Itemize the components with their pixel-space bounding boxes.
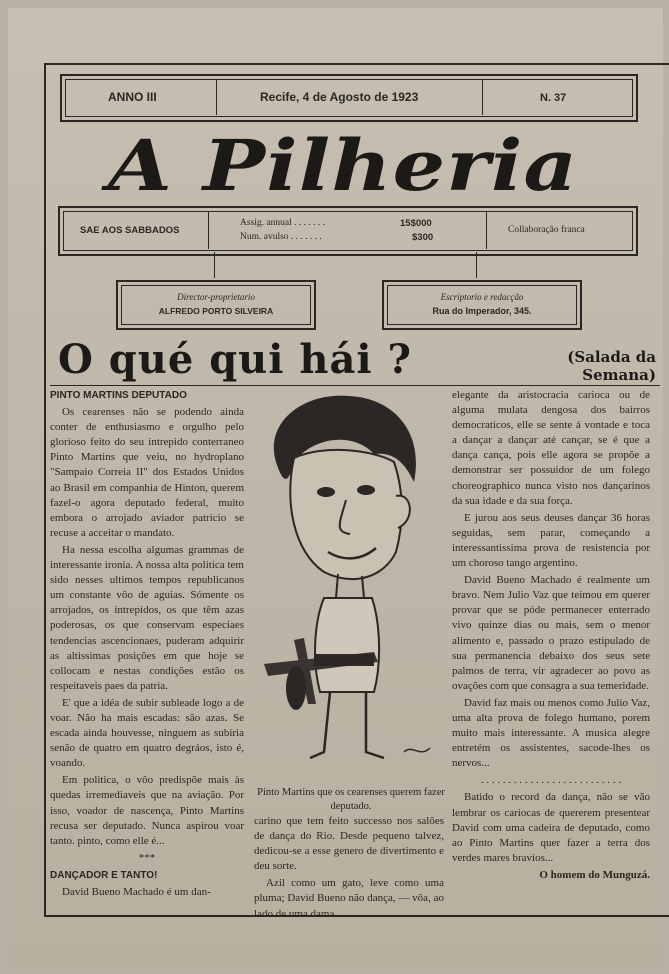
masthead-title: A Pilheria [107,124,579,207]
article-column-3 [452,388,650,885]
caricature-legs [310,692,384,758]
column2-paragraph2: Azil como um gato, leve como uma pluma; David Bueno não dança, — vôa, ao lado de uma dama [254,877,444,920]
section-stars: *** [138,851,156,864]
newspaper-page [8,8,663,968]
single-issue-label: Num. avulso . . . . . . . [240,232,322,242]
column1-paragraph2: Ha nessa escolha algumas grammas de interessante ironia. A nossa alta politica tem sido nesses ultimos tempos republicanos um constante vôo de aguias. Sómente os arrojados, os intrepidos, os que têm azas poderosas, os que conservam especiaes tendencias ascencionaes, puderam adquirir as altissimas posições em que hoje se collocam e nestas condições estão os respeitaveis paes da patria. [50,543,244,692]
dateline: Recife, 4 de Agosto de 1923 [260,90,419,104]
office-box [382,280,582,330]
caricature-illustration [254,392,444,792]
collaboration-note: Collaboração franca [508,225,585,235]
column1-paragraph1: Os cearenses não se podendo ainda conter de enthusiasmo e orgulho pelo glorioso feito do seu intrepido conterraneo Pinto Martins que veiu, no hydroplano "Sampaio Correia II" dos Estados Unidos ao Brasil em companhia de Hinton, querem fazel-o agora deputado federal, muito embora o arrojado aviador patricio se recuse a acceitar o mandato. [50,406,244,539]
column3-paragraph4: David faz mais ou menos como Julio Vaz, uma alta prova de folego humano, porem muito mais interessante. A musica alegre entretém os assistentes, sacode-lhes os nervos... [452,696,650,770]
column1-paragraph5: David Bueno Machado é um dan- [62,886,211,898]
column3-dots: . . . . . . . . . . . . . . . . . . . . . . . . . . [480,774,622,787]
single-issue-price: $300 [412,232,434,243]
section-heading-pinto-martins: PINTO MARTINS DEPUTADO [50,390,187,401]
column3-paragraph2: E jurou aos seus deuses dançar 36 horas seguidas, sem parar, começando a interessantissima prova de resistencia por um choroso tango argentino. [452,511,650,570]
dateline-bar [60,74,638,122]
illustration-caption: Pinto Martins que os cearenses querem fazer deputado. [257,787,445,812]
article-subtitle [496,348,656,384]
subscription-bar [58,206,638,256]
subscription-price: 15$000 [400,218,432,229]
year-label: ANNO III [108,90,157,104]
section-heading-dancador: DANÇADOR E TANTO! [50,869,158,881]
article-subtitle-line2: Semana) [582,366,656,384]
connector-line-right [476,252,477,278]
subscription-label: Assig. annual . . . . . . . [240,218,325,228]
article-column-1 [50,388,244,902]
caricature-eye-left [317,487,335,497]
issue-number: N. 37 [540,92,567,104]
caricature-eye-right [357,485,375,495]
director-name: ALFREDO PORTO SILVEIRA [158,306,274,316]
column1-paragraph4: Em politica, o vôo predispõe mais às quedas irremediaveis que na aviação. Por isso, voador de nascença, Pinto Martins recusa ser deputado. Nunca aspirou voar tanto. pinto, como elle é... [50,774,244,847]
article-title: O qué qui hái ? [58,336,412,383]
caricature-face [290,450,402,579]
artist-signature [404,748,430,752]
office-address: Rua do Imperador, 345. [432,306,532,316]
column3-paragraph3: David Bueno Machado é realmente um bravo. Nem Julio Vaz que teimou em querer provar que se póde permanecer enterrado vivo quinze dias ou mais, sem o menor alimento e, passado o prazo estipulado de sua permanencia debaixo dos seus sete palmos de terra, vir agradecer ao povo as ovações com que consagra a sua temeridade. [452,574,650,692]
column3-paragraph5: Batido o record da dança, não se vão lembrar os cariocas de quererem presentear David com uma cadeira de deputado, como ao Pinto Martins quer fazer a terra dos verdes mares bravios... [452,791,650,864]
column3-paragraph1: elegante da aristocracia carioca ou de alguma mulata dengosa dos bairros democraticos, elle se sente á vontade e toca a dançar a dançar até cançar, se é que a dança cança, pois elle agora se propõe a demonstrar ser possuidor de um folego choreographico nunca visto nos dançarinos da sua idade e da sua força. [452,389,650,507]
column2-paragraph1: carino que tem feito successo nos salões de dança do Rio. Desde pequeno talvez, dedicou-se a esse genero de divertimento e deu sorte. [254,815,444,873]
director-label: Director-proprietario [177,292,255,302]
publication-day: SAE AOS SABBADOS [80,225,180,236]
article-signature: O homem do Munguzá. [539,868,650,881]
caricature-body [315,598,379,692]
column1-paragraph3: E' que a idéa de subir subleade logo a de voar. Não ha mais escadas: são azas. Se escada ainda houvesse, ninguem as subiria senão de quatro em quatro degráos, isto é, voando. [50,696,244,770]
caricature-ear [396,496,410,528]
director-box [116,280,316,330]
office-label: Escriptorio e redacção [440,292,524,302]
connector-line-left [214,252,215,278]
article-column-2 [254,814,444,924]
article-subtitle-line1: (Salada da [567,348,656,366]
headline-rule [50,385,660,386]
